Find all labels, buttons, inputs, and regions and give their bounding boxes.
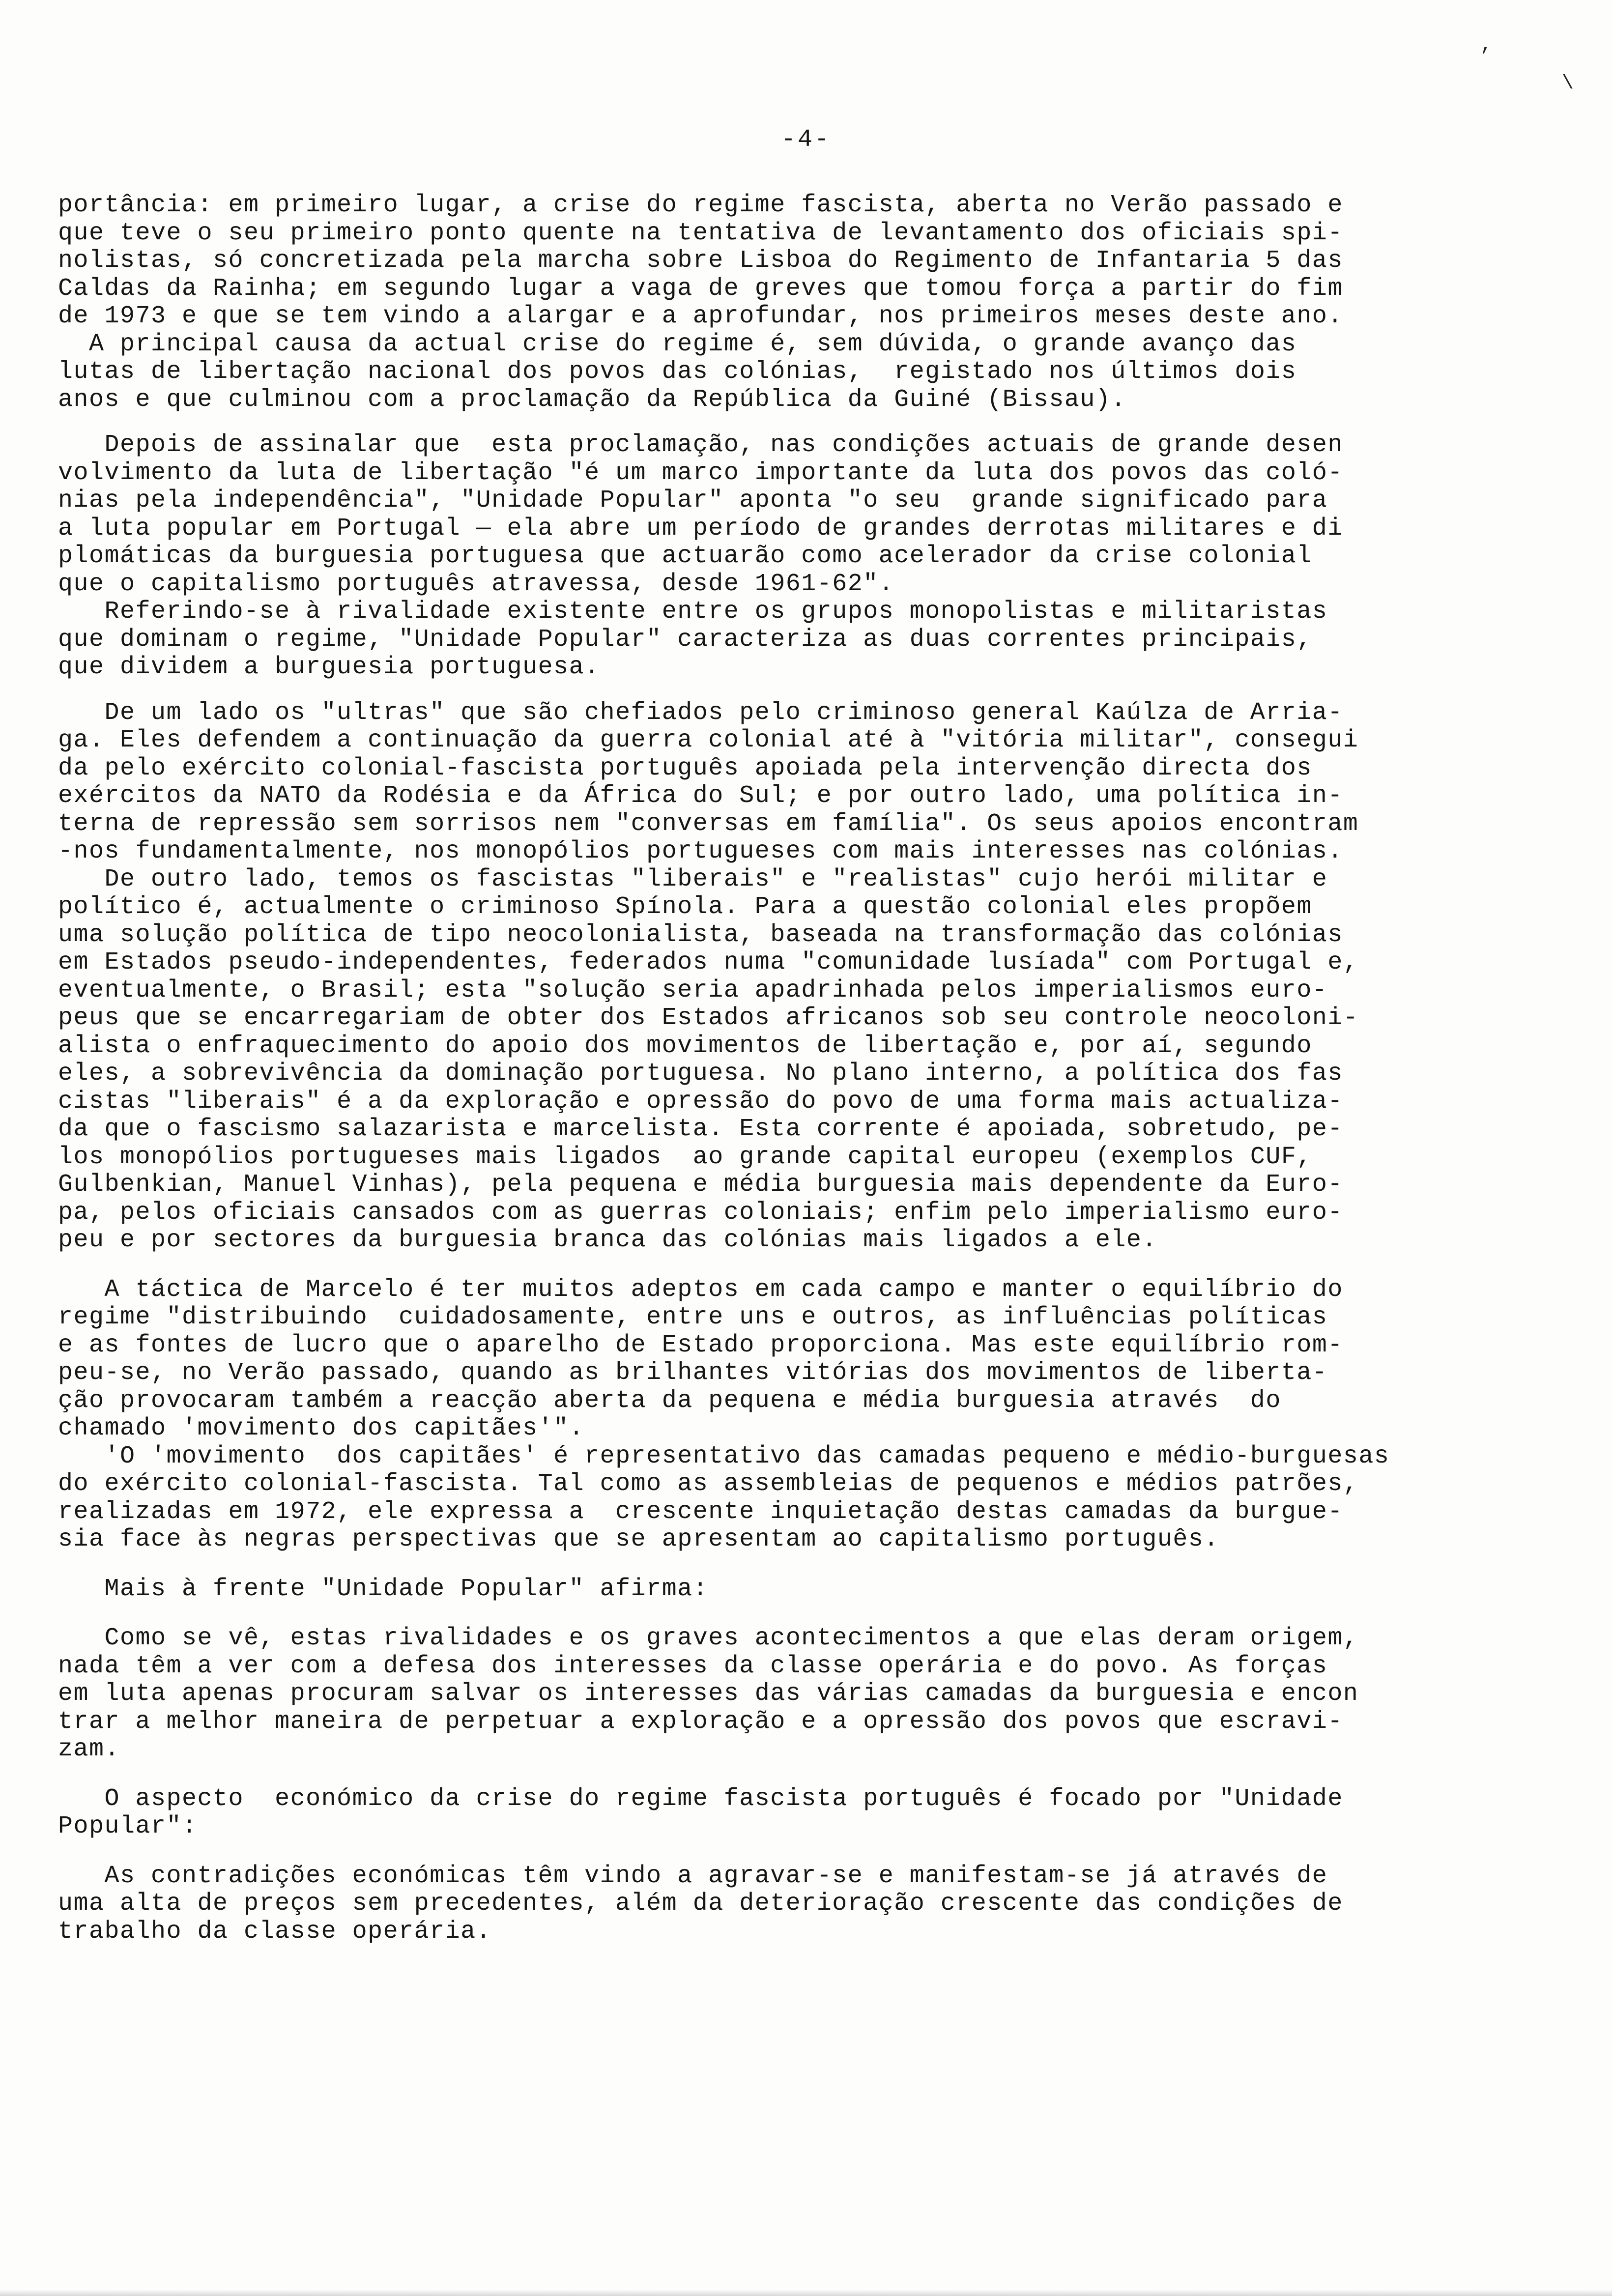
text-line: alista o enfraquecimento do apoio dos movimentos de libertação e, por aí, segundo	[58, 1032, 1312, 1060]
text-line: pa, pelos oficiais cansados com as guerras coloniais; enfim pelo imperialismo euro-	[58, 1198, 1343, 1227]
paragraph	[58, 192, 1563, 331]
text-line: a luta popular em Portugal — ela abre um período de grandes derrotas militares e di	[58, 514, 1343, 543]
text-line: uma alta de preços sem precedentes, além da deterioração crescente das condições de	[58, 1890, 1343, 1918]
text-line: realizadas em 1972, ele expressa a crescente inquietação destas camadas da burgue-	[58, 1497, 1343, 1526]
text-line: peus que se encarregariam de obter dos Estados africanos sob seu controle neocoloni-	[58, 1004, 1359, 1032]
text-line: portância: em primeiro lugar, a crise do regime fascista, aberta no Verão passado e	[58, 191, 1343, 219]
scan-bottom-edge	[0, 2289, 1612, 2296]
text-line: exércitos da NATO da Rodésia e da África do Sul; e por outro lado, uma política in-	[58, 782, 1343, 810]
paragraph	[58, 1785, 1563, 1841]
text-line: terna de repressão sem sorrisos nem "conversas em família". Os seus apoios encontram	[58, 809, 1359, 838]
text-line: Caldas da Rainha; em segundo lugar a vaga de greves que tomou força a partir do fim	[58, 274, 1343, 303]
text-line: que o capitalismo português atravessa, desde 1961-62".	[58, 570, 894, 598]
text-line: Referindo-se à rivalidade existente entre os grupos monopolistas e militaristas	[58, 598, 1328, 626]
text-line: eles, a sobrevivência da dominação portuguesa. No plano interno, a política dos fas	[58, 1060, 1343, 1088]
text-line: da que o fascismo salazarista e marcelista. Esta corrente é apoiada, sobretudo, pe-	[58, 1115, 1343, 1143]
text-line: do exército colonial-fascista. Tal como as assembleias de pequenos e médios patrões,	[58, 1470, 1359, 1498]
scan-speck: ,	[1480, 34, 1493, 57]
text-line: que dominam o regime, "Unidade Popular" caracteriza as duas correntes principais,	[58, 625, 1312, 654]
text-line: sia face às negras perspectivas que se apresentam ao capitalismo português.	[58, 1525, 1219, 1553]
text-line: cistas "liberais" é a da exploração e opressão do povo de uma forma mais actualiza-	[58, 1087, 1343, 1116]
text-line: regime "distribuindo cuidadosamente, entre uns e outros, as influências políticas	[58, 1303, 1328, 1331]
text-line: em luta apenas procuram salvar os interesses das várias camadas da burguesia e encon	[58, 1680, 1359, 1708]
text-line: nada têm a ver com a defesa dos interesses da classe operária e do povo. As forças	[58, 1652, 1328, 1680]
text-line: de 1973 e que se tem vindo a alargar e a aprofundar, nos primeiros meses deste ano.	[58, 302, 1343, 330]
text-line: trabalho da classe operária.	[58, 1917, 492, 1946]
text-line: -nos fundamentalmente, nos monopólios portugueses com mais interesses nas colónias.	[58, 837, 1343, 865]
text-line: Como se vê, estas rivalidades e os graves acontecimentos a que elas deram origem,	[58, 1624, 1359, 1652]
text-line: nolistas, só concretizada pela marcha sobre Lisboa do Regimento de Infantaria 5 das	[58, 247, 1343, 275]
text-line: Mais à frente "Unidade Popular" afirma:	[58, 1575, 709, 1603]
quoted-paragraph	[58, 1625, 1563, 1764]
text-line: De outro lado, temos os fascistas "liberais" e "realistas" cujo herói militar e	[58, 865, 1328, 893]
text-line: uma solução política de tipo neocolonialista, baseada na transformação das colónias	[58, 920, 1343, 949]
text-line: que teve o seu primeiro ponto quente na tentativa de levantamento dos oficiais spi-	[58, 219, 1343, 247]
text-line: político é, actualmente o criminoso Spínola. Para a questão colonial eles propõem	[58, 893, 1312, 921]
paragraph	[58, 598, 1563, 682]
text-line: peu e por sectores da burguesia branca das colónias mais ligados a ele.	[58, 1226, 1157, 1254]
text-line: eventualmente, o Brasil; esta "solução seria apadrinhada pelos imperialismos euro-	[58, 976, 1328, 1004]
text-line: ção provocaram também a reacção aberta da pequena e média burguesia através do	[58, 1386, 1281, 1415]
text-line: As contradições económicas têm vindo a agravar-se e manifestam-se já através de	[58, 1862, 1328, 1890]
text-line: lutas de libertação nacional dos povos das colónias, registado nos últimos dois	[58, 358, 1297, 386]
text-line: 'O 'movimento dos capitães' é representativo das camadas pequeno e médio-burguesas	[58, 1442, 1390, 1470]
text-line: De um lado os "ultras" que são chefiados pelo criminoso general Kaúlza de Arria-	[58, 698, 1343, 727]
paragraph	[58, 866, 1563, 1255]
text-line: peu-se, no Verão passado, quando as brilhantes vitórias dos movimentos de liberta-	[58, 1359, 1328, 1387]
body-text	[58, 192, 1563, 1946]
paragraph	[58, 1443, 1563, 1554]
page-number: -4-	[780, 126, 831, 154]
text-line: volvimento da luta de libertação "é um marco importante da luta dos povos das coló-	[58, 459, 1343, 487]
text-line: O aspecto económico da crise do regime fascista português é focado por "Unidade	[58, 1784, 1343, 1813]
quoted-paragraph	[58, 1863, 1563, 1946]
text-line: e as fontes de lucro que o aparelho de Estado proporciona. Mas este equilíbrio rom-	[58, 1331, 1343, 1359]
text-line: A principal causa da actual crise do regime é, sem dúvida, o grande avanço das	[58, 330, 1297, 358]
text-line: Gulbenkian, Manuel Vinhas), pela pequena e média burguesia mais dependente da Euro-	[58, 1171, 1343, 1199]
paragraph	[58, 1576, 1563, 1604]
text-line: Popular":	[58, 1812, 198, 1840]
text-line: los monopólios portugueses mais ligados ao grande capital europeu (exemplos CUF,	[58, 1143, 1312, 1171]
text-line: ga. Eles defendem a continuação da guerra colonial até à "vitória militar", consegui	[58, 726, 1359, 754]
text-line: anos e que culminou com a proclamação da República da Guiné (Bissau).	[58, 385, 1126, 414]
paragraph	[58, 431, 1563, 598]
text-line: Depois de assinalar que esta proclamação, nas condições actuais de grande desen	[58, 431, 1343, 459]
text-line: A táctica de Marcelo é ter muitos adeptos em cada campo e manter o equilíbrio do	[58, 1275, 1343, 1304]
text-line: da pelo exército colonial-fascista português apoiada pela intervenção directa dos	[58, 754, 1312, 782]
text-line: em Estados pseudo-independentes, federados numa "comunidade lusíada" com Portugal e,	[58, 948, 1359, 976]
paragraph	[58, 699, 1563, 866]
text-line: nias pela independência", "Unidade Popular" aponta "o seu grande significado para	[58, 487, 1328, 515]
text-line: trar a melhor maneira de perpetuar a exploração e a opressão dos povos que escravi-	[58, 1707, 1343, 1736]
text-line: que dividem a burguesia portuguesa.	[58, 653, 600, 681]
scan-speck: \	[1562, 73, 1574, 95]
text-line: chamado 'movimento dos capitães'".	[58, 1414, 585, 1442]
text-line: zam.	[58, 1735, 120, 1763]
paragraph	[58, 1276, 1563, 1443]
text-line: plomáticas da burguesia portuguesa que actuarão como acelerador da crise colonial	[58, 542, 1312, 570]
paragraph	[58, 331, 1563, 414]
